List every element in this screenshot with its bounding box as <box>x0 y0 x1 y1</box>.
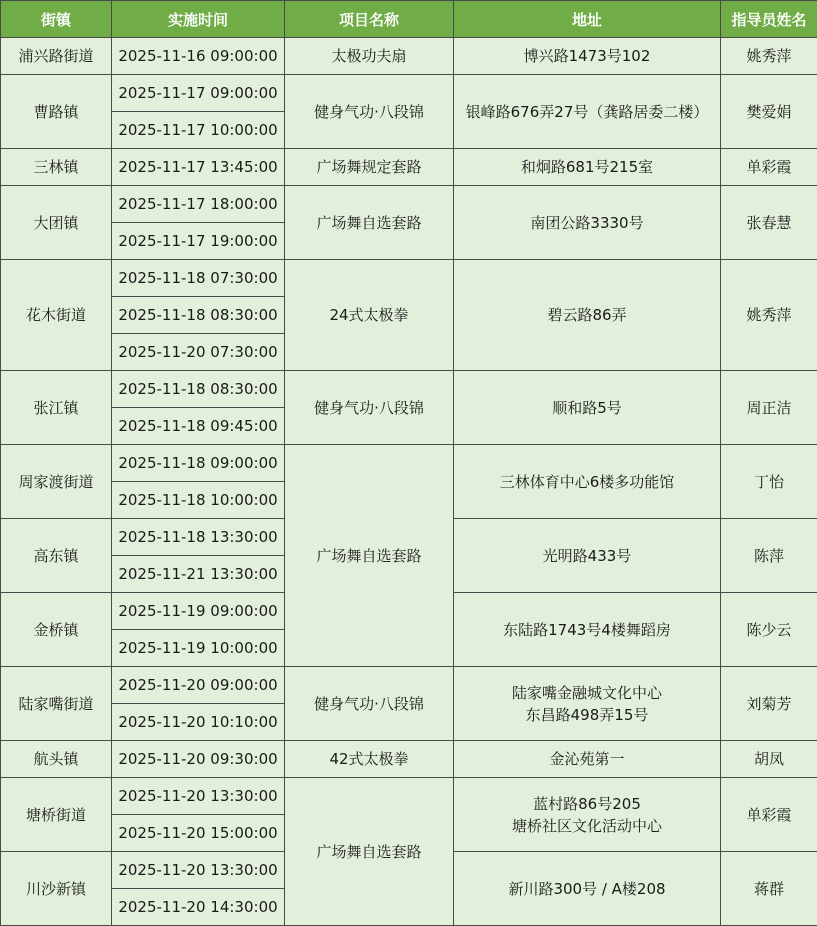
project-cell: 广场舞自选套路 <box>285 778 454 926</box>
time-cell: 2025-11-19 10:00:00 <box>112 630 285 667</box>
district-cell: 浦兴路街道 <box>1 38 112 75</box>
address-line: 陆家嘴金融城文化中心 <box>511 683 662 702</box>
table-row <box>1 778 817 815</box>
district-cell: 曹路镇 <box>1 75 112 149</box>
time-cell: 2025-11-18 09:45:00 <box>112 408 285 445</box>
time-cell: 2025-11-17 13:45:00 <box>112 149 285 186</box>
table-row <box>1 186 817 223</box>
time-cell: 2025-11-18 08:30:00 <box>112 371 285 408</box>
table-row <box>1 260 817 297</box>
time-cell: 2025-11-20 13:30:00 <box>112 778 285 815</box>
time-cell: 2025-11-17 19:00:00 <box>112 223 285 260</box>
time-cell: 2025-11-17 09:00:00 <box>112 75 285 112</box>
time-cell: 2025-11-18 07:30:00 <box>112 260 285 297</box>
header-district: 街镇 <box>1 1 112 38</box>
table-row <box>1 75 817 112</box>
district-cell: 高东镇 <box>1 519 112 593</box>
address-cell <box>454 260 721 371</box>
address-line: 光明路433号 <box>542 546 632 565</box>
project-cell: 广场舞自选套路 <box>285 186 454 260</box>
instructor-cell: 樊爱娟 <box>721 75 817 149</box>
time-cell: 2025-11-18 10:00:00 <box>112 482 285 519</box>
district-cell: 陆家嘴街道 <box>1 667 112 741</box>
instructor-cell: 陈少云 <box>721 593 817 667</box>
address-cell <box>454 75 721 149</box>
time-cell: 2025-11-19 09:00:00 <box>112 593 285 630</box>
instructor-cell: 刘菊芳 <box>721 667 817 741</box>
time-cell: 2025-11-18 13:30:00 <box>112 519 285 556</box>
address-cell <box>454 741 721 778</box>
district-cell: 大团镇 <box>1 186 112 260</box>
instructor-cell: 蒋群 <box>721 852 817 926</box>
header-time: 实施时间 <box>112 1 285 38</box>
address-line: 顺和路5号 <box>552 398 622 417</box>
instructor-cell: 丁怡 <box>721 445 817 519</box>
project-cell: 42式太极拳 <box>285 741 454 778</box>
time-cell: 2025-11-17 10:00:00 <box>112 112 285 149</box>
instructor-cell: 周正洁 <box>721 371 817 445</box>
address-line: 东陆路1743号4楼舞蹈房 <box>503 620 671 639</box>
address-line: 塘桥社区文化活动中心 <box>511 816 662 835</box>
instructor-cell: 姚秀萍 <box>721 38 817 75</box>
project-cell: 24式太极拳 <box>285 260 454 371</box>
time-cell: 2025-11-20 10:10:00 <box>112 704 285 741</box>
table-row <box>1 667 817 704</box>
address-cell <box>454 445 721 519</box>
district-cell: 花木街道 <box>1 260 112 371</box>
time-cell: 2025-11-18 09:00:00 <box>112 445 285 482</box>
instructor-cell: 单彩霞 <box>721 149 817 186</box>
address-cell <box>454 38 721 75</box>
time-cell: 2025-11-21 13:30:00 <box>112 556 285 593</box>
instructor-cell: 姚秀萍 <box>721 260 817 371</box>
address-line: 新川路300号 / A楼208 <box>508 879 666 898</box>
time-cell: 2025-11-17 18:00:00 <box>112 186 285 223</box>
address-cell <box>454 667 721 741</box>
header-instructor: 指导员姓名 <box>721 1 817 38</box>
address-cell <box>454 149 721 186</box>
instructor-cell: 单彩霞 <box>721 778 817 852</box>
instructor-cell: 陈萍 <box>721 519 817 593</box>
address-line: 蓝村路86号205 <box>533 794 641 813</box>
address-line: 碧云路86弄 <box>547 306 627 324</box>
address-line: 东昌路498弄15号 <box>525 705 649 724</box>
address-cell <box>454 371 721 445</box>
project-cell: 广场舞规定套路 <box>285 149 454 186</box>
time-cell: 2025-11-20 07:30:00 <box>112 334 285 371</box>
time-cell: 2025-11-20 09:30:00 <box>112 741 285 778</box>
time-cell: 2025-11-18 08:30:00 <box>112 297 285 334</box>
project-cell: 广场舞自选套路 <box>285 445 454 667</box>
time-cell: 2025-11-20 09:00:00 <box>112 667 285 704</box>
address-cell <box>454 186 721 260</box>
address-cell <box>454 593 721 667</box>
address-line: 银峰路676弄27号（龚路居委二楼） <box>465 102 709 121</box>
address-line: 南团公路3330号 <box>530 213 644 232</box>
time-cell: 2025-11-20 14:30:00 <box>112 889 285 926</box>
district-cell: 航头镇 <box>1 741 112 778</box>
address-cell <box>454 852 721 926</box>
time-cell: 2025-11-20 15:00:00 <box>112 815 285 852</box>
header-address: 地址 <box>454 1 721 38</box>
district-cell: 塘桥街道 <box>1 778 112 852</box>
address-cell <box>454 778 721 852</box>
header-project: 项目名称 <box>285 1 454 38</box>
address-cell <box>454 519 721 593</box>
project-cell: 健身气功·八段锦 <box>285 75 454 149</box>
time-cell: 2025-11-20 13:30:00 <box>112 852 285 889</box>
district-cell: 张江镇 <box>1 371 112 445</box>
district-cell: 周家渡街道 <box>1 445 112 519</box>
project-cell: 健身气功·八段锦 <box>285 371 454 445</box>
instructor-cell: 张春慧 <box>721 186 817 260</box>
instructor-cell: 胡凤 <box>721 741 817 778</box>
time-cell: 2025-11-16 09:00:00 <box>112 38 285 75</box>
district-cell: 三林镇 <box>1 149 112 186</box>
table-row <box>1 149 817 186</box>
address-line: 金沁苑第一 <box>549 750 625 768</box>
project-cell: 健身气功·八段锦 <box>285 667 454 741</box>
address-line: 和炯路681号215室 <box>520 158 654 176</box>
district-cell: 川沙新镇 <box>1 852 112 926</box>
header-row <box>1 1 817 38</box>
table-row <box>1 38 817 75</box>
address-line: 三林体育中心6楼多功能馆 <box>499 472 675 491</box>
table-row <box>1 741 817 778</box>
table-row <box>1 445 817 482</box>
project-cell: 太极功夫扇 <box>285 38 454 75</box>
address-line: 博兴路1473号102 <box>523 47 651 65</box>
district-cell: 金桥镇 <box>1 593 112 667</box>
table-row <box>1 371 817 408</box>
